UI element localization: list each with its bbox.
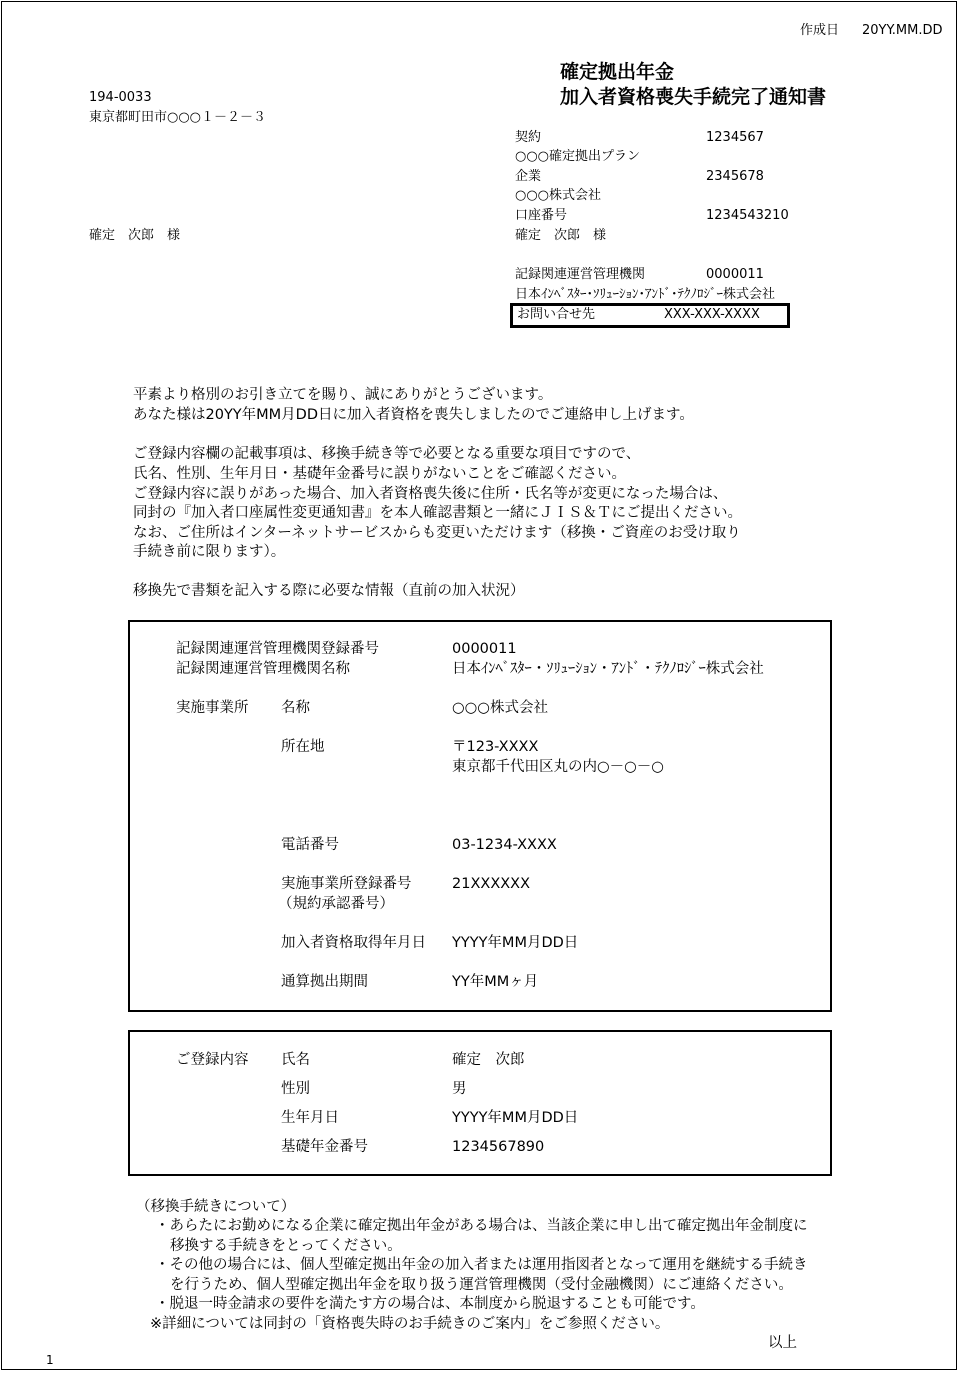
recipient-name: 確定 次郎 様 [89, 228, 181, 243]
record-agency-label: 記録関連運営管理機関 [515, 267, 646, 282]
company-number: 2345678 [706, 169, 764, 184]
office-reg-sublabel: （規約承認番号） [278, 896, 394, 912]
office-label: 実施事業所 [176, 700, 249, 716]
inquiry-phone: XXX-XXX-XXXX [664, 307, 760, 322]
created-date: 20YY.MM.DD [862, 23, 943, 38]
notes-line: を行うため、個人型確定拠出年金を取り扱う運営管理機関（受付金融機関）にご連絡ください。 [170, 1277, 793, 1293]
agency-name: 日本ｲﾝﾍﾞｽﾀｰ・ｿﾘｭｰｼｮﾝ・ｱﾝﾄﾞ・ﾃｸﾉﾛｼﾞｰ株式会社 [452, 661, 764, 677]
reg-birth-label: 生年月日 [281, 1110, 339, 1126]
acquired-date: YYYY年MM月DD日 [452, 935, 579, 951]
office-reg-label: 実施事業所登録番号 [281, 876, 412, 892]
body-line: 氏名、性別、生年月日・基礎年金番号に誤りがないことをご確認ください。 [133, 466, 626, 482]
reg-name-label: 氏名 [281, 1052, 310, 1068]
contract-label: 契約 [515, 130, 542, 145]
notes-line: ・脱退一時金請求の要件を満たす方の場合は、本制度から脱退することも可能です。 [155, 1296, 705, 1312]
body-line: あなた様は20YY年MM月DD日に加入者資格を喪失しましたのでご連絡申し上げます。 [133, 407, 694, 423]
body-line: なお、ご住所はインターネットサービスからも変更いただけます（移換・ご資産のお受け取り [133, 525, 741, 541]
section-heading: 移換先で書類を記入する際に必要な情報（直前の加入状況） [133, 583, 525, 599]
inquiry-label: お問い合せ先 [517, 307, 596, 322]
contract-number: 1234567 [706, 130, 764, 145]
reg-pension-label: 基礎年金番号 [281, 1139, 368, 1155]
agency-reg-number: 0000011 [452, 641, 517, 657]
agency-name-label: 記録関連運営管理機関名称 [176, 661, 350, 677]
reg-gender-label: 性別 [281, 1081, 310, 1097]
agency-reg-label: 記録関連運営管理機関登録番号 [176, 641, 379, 657]
account-holder: 確定 次郎 様 [515, 228, 607, 243]
body-line: 手続き前に限ります）。 [133, 544, 286, 560]
doc-title-line1: 確定拠出年金 [560, 61, 675, 83]
office-postal: 〒123-XXXX [452, 739, 539, 755]
account-label: 口座番号 [515, 208, 568, 223]
registration-label: ご登録内容 [176, 1052, 249, 1068]
contribution-period-label: 通算拠出期間 [281, 974, 368, 990]
office-address: 東京都千代田区丸の内○－○－○ [452, 759, 664, 775]
body-line: 同封の『加入者口座属性変更通知書』を本人確認書類と一緒にＪＩＳ＆Ｔにご提出ください。 [133, 505, 742, 521]
reg-pension-number: 1234567890 [452, 1139, 545, 1155]
reg-gender: 男 [452, 1081, 467, 1097]
record-agency-name: 日本ｲﾝﾍﾞｽﾀｰ･ｿﾘｭｰｼｮﾝ･ｱﾝﾄﾞ･ﾃｸﾉﾛｼﾞｰ株式会社 [515, 287, 776, 302]
company-name: ○○○株式会社 [515, 188, 602, 203]
street-address: 東京都町田市○○○１－２－３ [89, 110, 267, 125]
location-label: 所在地 [281, 739, 325, 755]
acquired-date-label: 加入者資格取得年月日 [281, 935, 426, 951]
plan-name: ○○○確定拠出プラン [515, 149, 641, 164]
company-label: 企業 [515, 169, 542, 184]
contribution-period: YY年MMヶ月 [452, 974, 539, 990]
created-date-label: 作成日 [800, 23, 840, 38]
doc-title-line2: 加入者資格喪失手続完了通知書 [560, 86, 827, 108]
body-line: ご登録内容欄の記載事項は、移換手続き等で必要となる重要な項目ですので、 [133, 446, 641, 462]
office-reg-number: 21XXXXXX [452, 876, 531, 892]
notes-heading: （移換手続きについて） [136, 1199, 296, 1215]
notes-line: 移換する手続きをとってください。 [170, 1238, 402, 1254]
account-number: 1234543210 [706, 208, 789, 223]
office-name: ○○○株式会社 [452, 700, 548, 716]
notes-line: ※詳細については同封の「資格喪失時のお手続きのご案内」をご参照ください。 [150, 1316, 670, 1332]
notes-line: ・その他の場合には、個人型確定拠出年金の加入者または運用指図者となって運用を継続する手続き [155, 1257, 808, 1273]
phone-number: 03-1234-XXXX [452, 837, 557, 853]
reg-birth: YYYY年MM月DD日 [452, 1110, 579, 1126]
page-number: 1 [46, 1353, 54, 1367]
body-line: ご登録内容に誤りがあった場合、加入者資格喪失後に住所・氏名等が変更になった場合は、 [133, 486, 728, 502]
postal-code: 194-0033 [89, 90, 152, 105]
body-line: 平素より格別のお引き立てを賜り、誠にありがとうございます。 [133, 387, 553, 403]
office-name-label: 名称 [281, 700, 310, 716]
record-agency-number: 0000011 [706, 267, 764, 282]
reg-name: 確定 次郎 [452, 1052, 525, 1068]
closing-text: 以上 [768, 1335, 797, 1351]
notes-line: ・あらたにお勤めになる企業に確定拠出年金がある場合は、当該企業に申し出て確定拠出年金制度に [155, 1218, 808, 1234]
phone-label: 電話番号 [281, 837, 339, 853]
